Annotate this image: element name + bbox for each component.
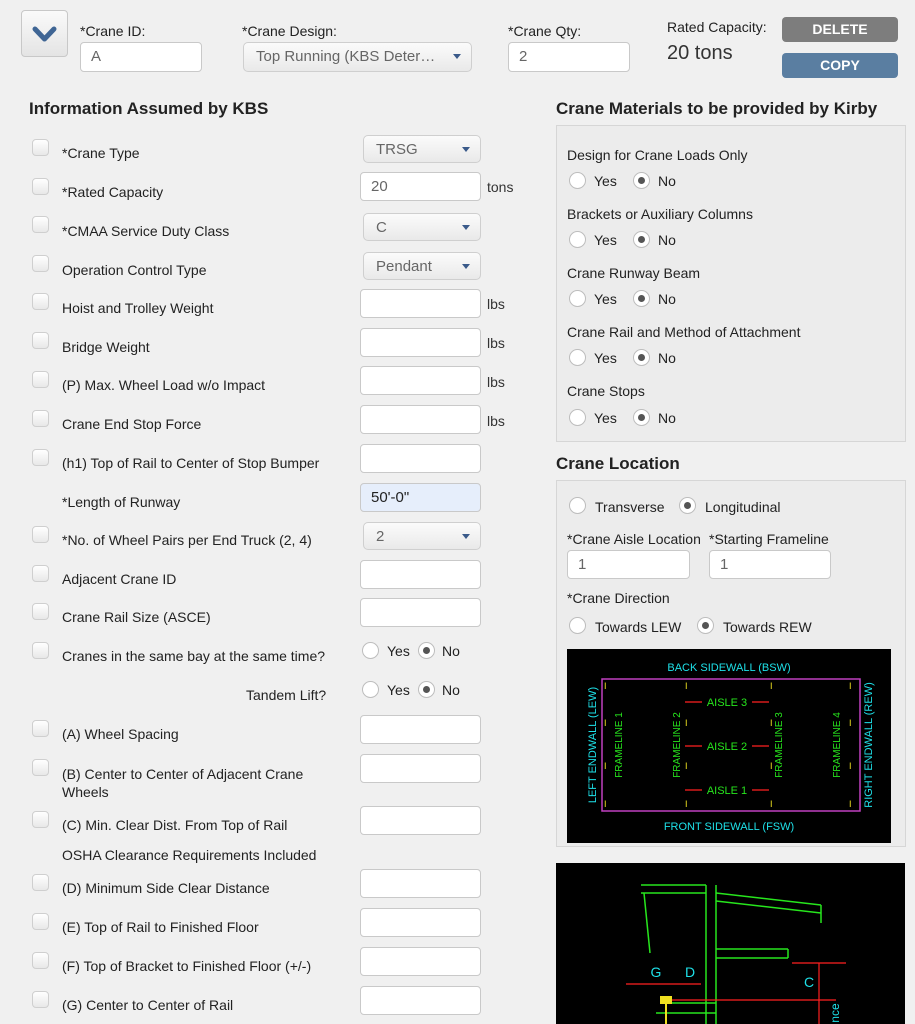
checkbox-end-stop-force[interactable] <box>32 410 49 427</box>
label-bridge-weight: Bridge Weight <box>62 339 150 355</box>
label-bracket-to-floor: (F) Top of Bracket to Finished Floor (+/-) <box>62 958 312 974</box>
crane-design-label: *Crane Design: <box>242 23 337 39</box>
unit-lbs: lbs <box>487 296 505 312</box>
checkbox-max-wheel-load[interactable] <box>32 371 49 388</box>
checkbox-operation-control[interactable] <box>32 255 49 272</box>
chevron-down-icon <box>462 534 470 539</box>
operation-control-value: Pendant <box>376 258 432 275</box>
rated-capacity-label: Rated Capacity: <box>667 19 767 35</box>
cmaa-class-value: C <box>376 219 387 236</box>
crane-qty-label: *Crane Qty: <box>508 23 582 39</box>
svg-text:I: I <box>685 718 688 728</box>
materials-item-label: Design for Crane Loads Only <box>567 147 748 163</box>
towards-rew-label: Towards REW <box>723 619 812 635</box>
transverse-label: Transverse <box>595 499 665 515</box>
tandem-yes-label: Yes <box>387 682 410 698</box>
rew-label: RIGHT ENDWALL (REW) <box>863 682 875 808</box>
label-hoist-weight: Hoist and Trolley Weight <box>62 300 214 316</box>
svg-text:I: I <box>685 681 688 691</box>
materials-item-label: Crane Stops <box>567 383 645 399</box>
bridge-weight-input[interactable] <box>360 328 481 357</box>
materials-no-label: No <box>658 410 676 426</box>
materials-no-radio[interactable] <box>633 409 650 426</box>
stop-bumper-input[interactable] <box>360 444 481 473</box>
checkbox-side-clear[interactable] <box>32 874 49 891</box>
label-side-clear: (D) Minimum Side Clear Distance <box>62 880 270 896</box>
materials-yes-label: Yes <box>594 232 617 248</box>
svg-text:I: I <box>685 799 688 809</box>
label-rail-to-floor: (E) Top of Rail to Finished Floor <box>62 919 259 935</box>
max-wheel-load-input[interactable] <box>360 366 481 395</box>
label-cmaa-class: *CMAA Service Duty Class <box>62 223 230 239</box>
chevron-down-icon <box>462 225 470 230</box>
materials-yes-radio[interactable] <box>569 349 586 366</box>
materials-item-label: Crane Rail and Method of Attachment <box>567 324 801 340</box>
chevron-down-icon <box>22 11 67 56</box>
info-assumed-title: Information Assumed by KBS <box>29 99 269 118</box>
dim-g-label: G <box>650 964 662 980</box>
osha-note: OSHA Clearance Requirements Included <box>62 847 317 863</box>
same-bay-yes-label: Yes <box>387 643 410 659</box>
fsw-label: FRONT SIDEWALL (FSW) <box>663 821 795 833</box>
checkbox-rail-to-floor[interactable] <box>32 913 49 930</box>
chevron-down-icon <box>453 54 461 59</box>
checkbox-rail-centers[interactable] <box>32 991 49 1008</box>
svg-text:I: I <box>849 799 852 809</box>
materials-item-label: Brackets or Auxiliary Columns <box>567 206 753 222</box>
materials-no-radio[interactable] <box>633 349 650 366</box>
label-crane-type: *Crane Type <box>62 145 140 161</box>
svg-text:I: I <box>604 681 607 691</box>
tandem-no-radio[interactable] <box>418 681 435 698</box>
materials-yes-label: Yes <box>594 410 617 426</box>
checkbox-cmaa-class[interactable] <box>32 216 49 233</box>
materials-yes-radio[interactable] <box>569 172 586 189</box>
aisle-1-label: AISLE 1 <box>706 785 748 797</box>
delete-button[interactable]: DELETE <box>782 17 898 42</box>
chevron-down-icon <box>462 264 470 269</box>
checkbox-bracket-to-floor[interactable] <box>32 952 49 969</box>
side-clear-input[interactable] <box>360 869 481 898</box>
longitudinal-radio[interactable] <box>679 497 696 514</box>
frameline-1-label: FRAMELINE 1 <box>614 712 625 778</box>
checkbox-crane-type[interactable] <box>32 139 49 156</box>
starting-frameline-label: *Starting Frameline <box>709 531 829 547</box>
rated-capacity-value: 20 tons <box>667 42 733 64</box>
svg-text:I: I <box>770 718 773 728</box>
crane-type-select[interactable] <box>363 135 481 163</box>
crane-id-input[interactable]: A <box>80 42 202 72</box>
materials-yes-label: Yes <box>594 173 617 189</box>
svg-text:I: I <box>770 799 773 809</box>
lew-label: LEFT ENDWALL (LEW) <box>587 686 599 804</box>
svg-text:I: I <box>849 761 852 771</box>
materials-yes-radio[interactable] <box>569 290 586 307</box>
materials-no-label: No <box>658 350 676 366</box>
checkbox-hoist-weight[interactable] <box>32 293 49 310</box>
label-adjacent-crane: Adjacent Crane ID <box>62 571 177 587</box>
checkbox-adjacent-crane[interactable] <box>32 565 49 582</box>
crane-design-value: Top Running (KBS Deter… <box>256 48 436 65</box>
checkbox-rated-capacity[interactable] <box>32 178 49 195</box>
same-bay-no-label: No <box>442 643 460 659</box>
same-bay-no-radio[interactable] <box>418 642 435 659</box>
wheel-pairs-select[interactable] <box>363 522 481 550</box>
frameline-2-label: FRAMELINE 2 <box>672 712 683 778</box>
unit-lbs: lbs <box>487 374 505 390</box>
label-operation-control: Operation Control Type <box>62 262 207 278</box>
label-end-stop-force: Crane End Stop Force <box>62 416 202 432</box>
materials-no-label: No <box>658 173 676 189</box>
collapse-button[interactable] <box>21 10 68 57</box>
label-tandem-lift: Tandem Lift? <box>246 687 327 703</box>
tandem-no-label: No <box>442 682 460 698</box>
end-stop-force-input[interactable] <box>360 405 481 434</box>
unit-lbs: lbs <box>487 335 505 351</box>
bracket-to-floor-input[interactable] <box>360 947 481 976</box>
operation-control-select[interactable] <box>363 252 481 280</box>
materials-no-radio[interactable] <box>633 231 650 248</box>
aisle-3-label: AISLE 3 <box>706 697 748 709</box>
label-rail-size: Crane Rail Size (ASCE) <box>62 609 211 625</box>
unit-lbs: lbs <box>487 413 505 429</box>
materials-no-radio[interactable] <box>633 290 650 307</box>
dim-c-label: C <box>803 974 815 990</box>
crane-direction-label: *Crane Direction <box>567 590 670 606</box>
label-stop-bumper: (h1) Top of Rail to Center of Stop Bumper <box>62 455 320 471</box>
dim-d-label: D <box>684 964 696 980</box>
svg-text:I: I <box>849 681 852 691</box>
location-title: Crane Location <box>556 454 680 473</box>
towards-lew-radio[interactable] <box>569 617 586 634</box>
bsw-label: BACK SIDEWALL (BSW) <box>667 662 791 674</box>
label-rated-capacity: *Rated Capacity <box>62 184 164 200</box>
aisle-location-label: *Crane Aisle Location <box>567 531 701 547</box>
min-clear-dist-input[interactable] <box>360 806 481 835</box>
checkbox-stop-bumper[interactable] <box>32 449 49 466</box>
label-wheel-pairs: *No. of Wheel Pairs per End Truck (2, 4) <box>62 532 312 548</box>
checkbox-bridge-weight[interactable] <box>32 332 49 349</box>
svg-text:I: I <box>849 718 852 728</box>
checkbox-rail-size[interactable] <box>32 603 49 620</box>
header-bar <box>0 0 915 88</box>
materials-yes-label: Yes <box>594 350 617 366</box>
label-min-clear-dist: (C) Min. Clear Dist. From Top of Rail <box>62 817 288 833</box>
aisle-location-input[interactable]: 1 <box>567 550 690 579</box>
crane-type-value: TRSG <box>376 141 418 158</box>
materials-yes-radio[interactable] <box>569 409 586 426</box>
svg-text:I: I <box>604 799 607 809</box>
crane-design-select[interactable] <box>243 42 472 72</box>
longitudinal-label: Longitudinal <box>705 499 781 515</box>
clearance-label: nce <box>828 1003 842 1023</box>
materials-yes-label: Yes <box>594 291 617 307</box>
label-adjacent-wheels: (B) Center to Center of Adjacent Crane Wheels <box>62 766 304 800</box>
label-rail-centers: (G) Center to Center of Rail <box>62 997 234 1013</box>
towards-lew-label: Towards LEW <box>595 619 682 635</box>
tandem-yes-radio[interactable] <box>362 681 379 698</box>
materials-yes-radio[interactable] <box>569 231 586 248</box>
svg-text:I: I <box>685 761 688 771</box>
rail-size-input[interactable] <box>360 598 481 627</box>
cmaa-class-select[interactable] <box>363 213 481 241</box>
same-bay-yes-radio[interactable] <box>362 642 379 659</box>
location-panel <box>556 480 906 847</box>
materials-no-radio[interactable] <box>633 172 650 189</box>
checkbox-adjacent-wheels[interactable] <box>32 759 49 776</box>
checkbox-wheel-pairs[interactable] <box>32 526 49 543</box>
runway-length-input[interactable]: 50'-0" <box>360 483 481 512</box>
svg-text:I: I <box>604 718 607 728</box>
hoist-weight-input[interactable] <box>360 289 481 318</box>
label-same-bay: Cranes in the same bay at the same time? <box>62 648 326 664</box>
adjacent-wheels-input[interactable] <box>360 754 481 783</box>
rail-to-floor-input[interactable] <box>360 908 481 937</box>
rail-centers-input[interactable] <box>360 986 481 1015</box>
adjacent-crane-input[interactable] <box>360 560 481 589</box>
label-max-wheel-load: (P) Max. Wheel Load w/o Impact <box>62 377 266 393</box>
checkbox-wheel-spacing[interactable] <box>32 720 49 737</box>
label-runway-length: *Length of Runway <box>62 494 181 510</box>
transverse-radio[interactable] <box>569 497 586 514</box>
frameline-4-label: FRAMELINE 4 <box>832 712 843 778</box>
svg-text:I: I <box>604 761 607 771</box>
checkbox-same-bay[interactable] <box>32 642 49 659</box>
materials-no-label: No <box>658 232 676 248</box>
crane-section-diagram <box>556 863 905 1024</box>
materials-no-label: No <box>658 291 676 307</box>
towards-rew-radio[interactable] <box>697 617 714 634</box>
wheel-spacing-input[interactable] <box>360 715 481 744</box>
chevron-down-icon <box>462 147 470 152</box>
materials-item-label: Crane Runway Beam <box>567 265 701 281</box>
rated-capacity-input[interactable]: 20 <box>360 172 481 201</box>
frameline-3-label: FRAMELINE 3 <box>774 712 785 778</box>
building-plan-diagram <box>567 649 891 843</box>
aisle-2-label: AISLE 2 <box>706 741 748 753</box>
wheel-pairs-value: 2 <box>376 528 385 545</box>
crane-qty-input[interactable]: 2 <box>508 42 630 72</box>
starting-frameline-input[interactable]: 1 <box>709 550 831 579</box>
unit-tons: tons <box>487 179 514 195</box>
svg-text:I: I <box>770 681 773 691</box>
label-wheel-spacing: (A) Wheel Spacing <box>62 726 179 742</box>
materials-panel <box>556 125 906 442</box>
copy-button[interactable]: COPY <box>782 53 898 78</box>
checkbox-min-clear-dist[interactable] <box>32 811 49 828</box>
svg-text:I: I <box>770 761 773 771</box>
crane-id-label: *Crane ID: <box>80 23 146 39</box>
materials-title: Crane Materials to be provided by Kirby <box>556 99 878 118</box>
